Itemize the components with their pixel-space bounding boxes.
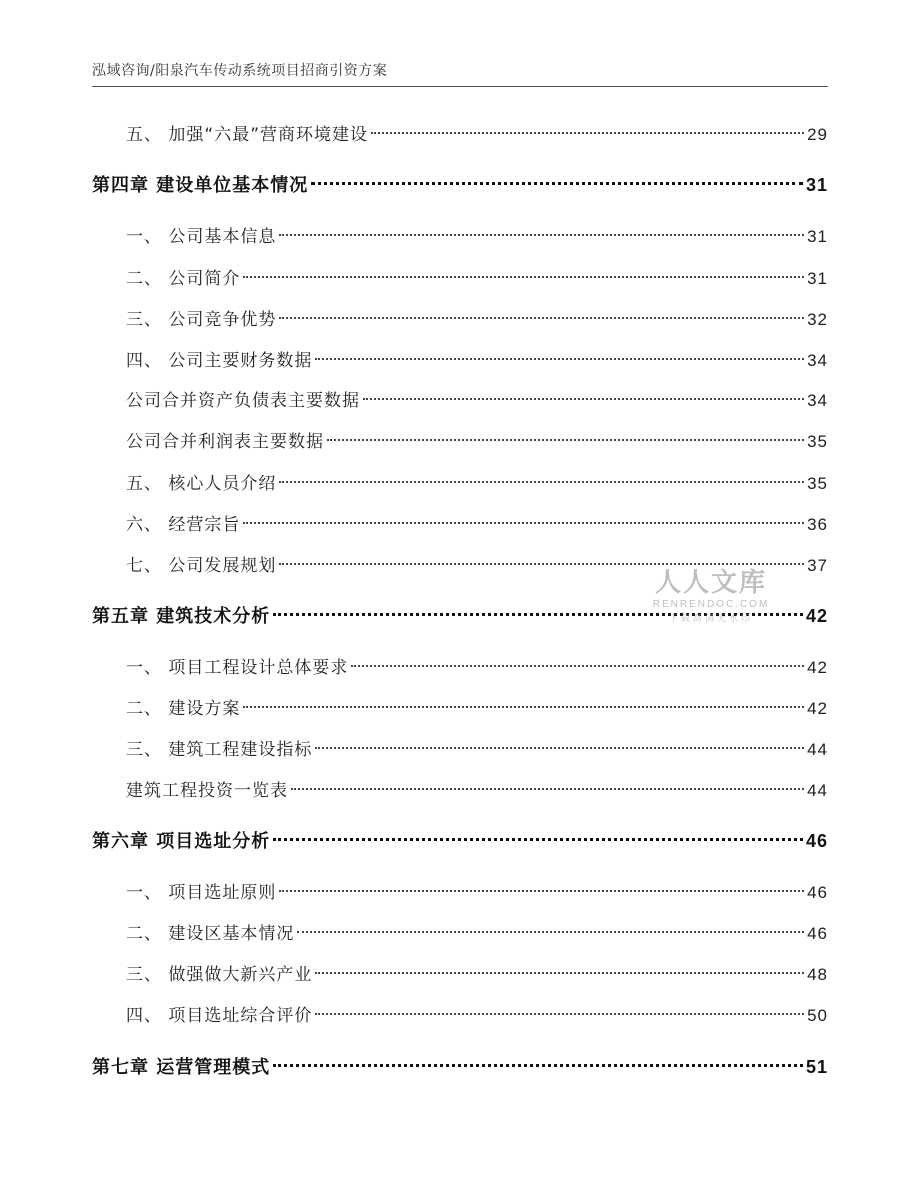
watermark-title: 人人文库 <box>654 568 767 598</box>
toc-section-entry[interactable] <box>126 346 828 376</box>
toc-dot-leader <box>297 931 804 933</box>
toc-dot-leader <box>243 706 804 708</box>
toc-dot-leader <box>311 182 803 185</box>
toc-entry-page-number: 37 <box>807 556 828 575</box>
toc-dot-leader <box>273 1064 803 1067</box>
toc-dot-leader <box>315 358 804 360</box>
toc-entry-page-number: 36 <box>807 515 828 534</box>
toc-dot-leader <box>315 1013 804 1015</box>
toc-entry-title: 第五章 建筑技术分析 <box>92 606 271 627</box>
toc-chapter-entry[interactable] <box>92 1052 828 1082</box>
toc-entry-page-number: 44 <box>807 740 828 759</box>
watermark-logo <box>646 562 776 624</box>
toc-dot-leader <box>363 398 804 400</box>
toc-entry-page-number: 34 <box>807 391 828 410</box>
toc-entry-page-number: 31 <box>805 175 828 195</box>
toc-entry-page-number: 48 <box>807 965 828 984</box>
toc-entry-page-number: 46 <box>807 924 828 943</box>
toc-section-entry[interactable] <box>126 469 828 499</box>
toc-section-entry[interactable] <box>126 960 828 990</box>
toc-entry-title: 第七章 运营管理模式 <box>92 1057 271 1078</box>
toc-dot-leader <box>273 838 803 841</box>
toc-entry-title: 二、 建设方案 <box>126 699 241 719</box>
toc-entry-title: 第六章 项目选址分析 <box>92 831 271 852</box>
toc-chapter-entry[interactable] <box>92 170 828 200</box>
toc-dot-leader <box>291 788 804 790</box>
toc-entry-page-number: 35 <box>807 474 828 493</box>
toc-dot-leader <box>315 747 804 749</box>
toc-entry-page-number: 50 <box>807 1006 828 1025</box>
toc-section-entry[interactable] <box>126 1001 828 1031</box>
toc-entry-title: 五、 核心人员介绍 <box>126 474 277 494</box>
toc-dot-leader <box>327 439 804 441</box>
toc-entry-title: 五、 加强“六最”营商环境建设 <box>126 125 369 145</box>
toc-entry-title: 公司合并利润表主要数据 <box>126 432 324 452</box>
toc-dot-leader <box>371 132 804 134</box>
toc-entry-page-number: 51 <box>805 1057 828 1077</box>
toc-section-entry[interactable] <box>126 510 828 540</box>
toc-section-entry[interactable] <box>126 776 828 806</box>
toc-section-entry[interactable] <box>126 222 828 252</box>
toc-entry-title: 六、 经营宗旨 <box>126 515 241 535</box>
toc-entry-title: 第四章 建设单位基本情况 <box>92 175 309 196</box>
toc-entry-title: 七、 公司发展规划 <box>126 556 277 576</box>
toc-entry-title: 一、 项目工程设计总体要求 <box>126 658 349 678</box>
page-header: 泓域咨询/阳泉汽车传动系统项目招商引资方案 <box>92 63 388 79</box>
toc-section-entry[interactable] <box>126 305 828 335</box>
toc-dot-leader <box>315 972 804 974</box>
toc-entry-page-number: 31 <box>807 269 828 288</box>
watermark-subtitle: RENRENDOC.COM <box>652 599 770 610</box>
toc-section-entry[interactable] <box>126 427 828 457</box>
toc-entry-page-number: 42 <box>807 658 828 677</box>
toc-dot-leader <box>243 522 804 524</box>
toc-dot-leader <box>279 890 804 892</box>
toc-dot-leader <box>351 665 804 667</box>
toc-entry-page-number: 34 <box>807 351 828 370</box>
toc-entry-page-number: 42 <box>805 606 828 626</box>
toc-entry-title: 三、 公司竞争优势 <box>126 310 277 330</box>
toc-entry-page-number: 29 <box>807 125 828 144</box>
toc-entry-title: 一、 项目选址原则 <box>126 883 277 903</box>
toc-entry-title: 二、 建设区基本情况 <box>126 924 295 944</box>
toc-section-entry[interactable] <box>126 735 828 765</box>
toc-entry-page-number: 32 <box>807 310 828 329</box>
toc-entry-title: 四、 项目选址综合评价 <box>126 1006 313 1026</box>
toc-section-entry[interactable] <box>126 919 828 949</box>
toc-entry-title: 三、 建筑工程建设指标 <box>126 740 313 760</box>
toc-entry-page-number: 42 <box>807 699 828 718</box>
toc-entry-title: 一、 公司基本信息 <box>126 227 277 247</box>
toc-entry-page-number: 46 <box>807 883 828 902</box>
toc-section-entry[interactable] <box>126 694 828 724</box>
toc-dot-leader <box>243 276 804 278</box>
watermark-tagline: 下载高清无水印 <box>668 614 753 624</box>
toc-entry-title: 三、 做强做大新兴产业 <box>126 965 313 985</box>
toc-section-entry[interactable] <box>126 878 828 908</box>
toc-entry-page-number: 31 <box>807 227 828 246</box>
toc-entry-title: 二、 公司简介 <box>126 269 241 289</box>
toc-dot-leader <box>279 481 804 483</box>
toc-entry-page-number: 46 <box>805 831 828 851</box>
toc-entry-page-number: 44 <box>807 781 828 800</box>
toc-section-entry[interactable] <box>126 386 828 416</box>
toc-chapter-entry[interactable] <box>92 826 828 856</box>
toc-section-entry[interactable] <box>126 120 828 150</box>
toc-dot-leader <box>279 317 804 319</box>
toc-dot-leader <box>279 234 804 236</box>
toc-section-entry[interactable] <box>126 264 828 294</box>
toc-entry-title: 建筑工程投资一览表 <box>126 781 288 801</box>
toc-entry-title: 公司合并资产负债表主要数据 <box>126 391 360 411</box>
toc-entry-page-number: 35 <box>807 432 828 451</box>
toc-entry-title: 四、 公司主要财务数据 <box>126 351 313 371</box>
toc-section-entry[interactable] <box>126 653 828 683</box>
